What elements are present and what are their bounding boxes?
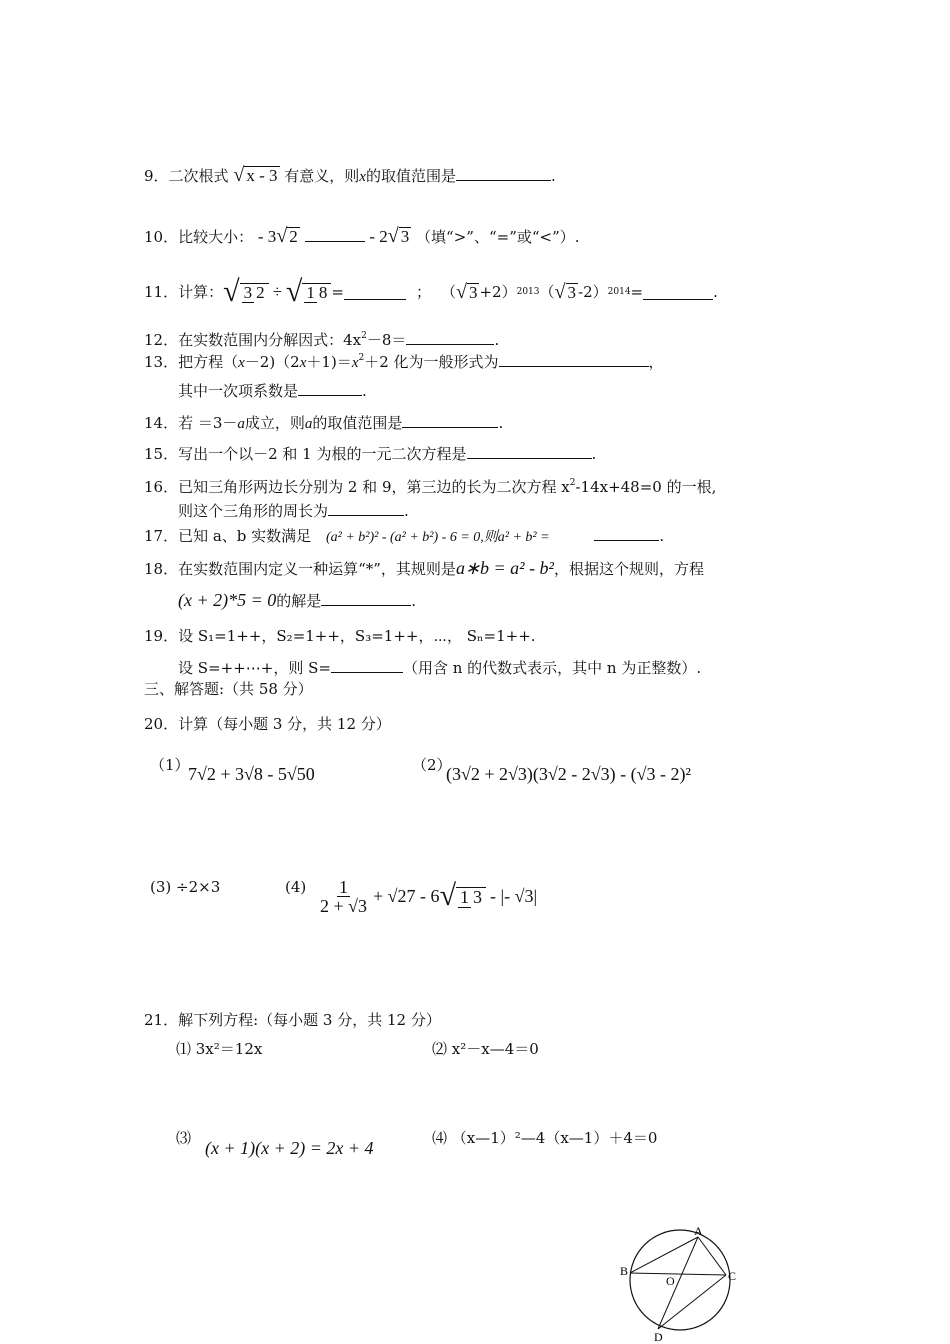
- answer-blank: [467, 444, 592, 459]
- answer-blank: [298, 381, 362, 396]
- question-11: 11． 计算： √ 3 2 ÷ √ 1 8 = ； （ √ 3 +2） 2013 （ √ 3 -2） 2014 = .: [144, 275, 718, 308]
- circle: [630, 1230, 730, 1330]
- equation: (x + 2)*5 = 0: [178, 590, 277, 610]
- answer-blank: [305, 227, 365, 242]
- question-16: 16．已知三角形两边长分别为 2 和 9，第三边的长为二次方程 $x^2-14x+48=0$ 的一根,: [144, 478, 717, 496]
- diameter-bc: [630, 1273, 726, 1275]
- question-12: 12．在实数范围内分解因式：$4x^2-8=$ .: [144, 331, 500, 349]
- answer-blank: [499, 352, 649, 367]
- answer-blank: [456, 166, 551, 181]
- chord-ba: [630, 1237, 698, 1273]
- q21-part4: ⑷ （x—1）²—4（x—1）＋4＝0: [432, 1129, 658, 1147]
- q21-part2: ⑵ x²－x—4＝0: [432, 1040, 539, 1058]
- circle-figure: [618, 1225, 748, 1343]
- question-14: 14．若 ＝3－a成立，则a的取值范围是 .: [144, 414, 504, 432]
- equation: (a² + b²)² - (a² + b²) - 6 = 0,则a² + b² =: [325, 530, 550, 545]
- answer-blank: [594, 526, 659, 541]
- q20-part1-expr: 7√2 + 3√8 - 5√50: [188, 764, 315, 784]
- question-13-line2: 其中一次项系数是 .: [178, 382, 367, 400]
- q21-part3-expr: (x + 1)(x + 2) = 2x + 4: [205, 1138, 374, 1158]
- chord-ad: [658, 1237, 698, 1329]
- answer-blank: [328, 501, 404, 516]
- q21-part3: ⑶: [176, 1129, 192, 1147]
- q20-part4-expr: $\frac{1}{2 + √3}$ + √27 - 6 √ 1 3 - |- √3|: [320, 876, 538, 916]
- label-a: A: [694, 1225, 703, 1238]
- q20-part3: (3) ÷2×3: [150, 878, 221, 896]
- question-20-title: 20．计算（每小题 3 分，共 12 分）: [144, 715, 391, 733]
- question-18-line2: (x + 2)*5 = 0的解是 .: [178, 590, 417, 610]
- answer-blank: [344, 285, 406, 300]
- question-16-line2: 则这个三角形的周长为 .: [178, 502, 409, 520]
- answer-blank: [406, 330, 494, 345]
- question-9: 9．二次根式 √ x - 3 有意义，则x的取值范围是 .: [144, 164, 556, 186]
- label-b: B: [620, 1264, 629, 1278]
- q20-part1: （1）: [150, 756, 190, 774]
- rule-formula: a∗b = a² - b²: [455, 558, 554, 578]
- label-o: O: [666, 1274, 675, 1288]
- question-19-line2: 设 S=++⋯+，则 S= （用含 n 的代数式表示，其中 n 为正整数）.: [178, 659, 702, 677]
- q21-part1: ⑴ 3x²＝12x: [176, 1040, 263, 1058]
- label-d: D: [654, 1330, 663, 1343]
- q20-part2-expr: (3√2 + 2√3)(3√2 - 2√3) - (√3 - 2)²: [446, 764, 691, 784]
- chord-ac: [698, 1237, 726, 1275]
- answer-blank: [402, 413, 498, 428]
- q20-part2: （2）: [412, 756, 452, 774]
- answer-blank: [321, 591, 411, 606]
- question-17: 17．已知 a、b 实数满足 (a² + b²)² - (a² + b²) - 6 = 0,则a² + b² = .: [144, 527, 665, 545]
- question-13: 13．把方程$(x-2)(2x+1)=x^2+2$ 化为一般形式为 ，: [144, 353, 664, 371]
- label-c: C: [728, 1269, 737, 1283]
- radical-expr: x - 3: [246, 166, 278, 185]
- question-10: 10．比较大小： - 3√ 2 - 2√ 3 （填“>”、“=”或“<”）.: [144, 225, 580, 247]
- question-21-title: 21．解下列方程:（每小题 3 分，共 12 分）: [144, 1011, 441, 1029]
- answer-blank: [331, 658, 403, 673]
- section-heading: 三、解答题:（共 58 分）: [144, 680, 313, 698]
- q20-part4: (4): [285, 878, 307, 896]
- question-18: 18．在实数范围内定义一种运算“*”，其规则是a∗b = a² - b²，根据这个规则，方程: [144, 558, 704, 578]
- question-15: 15．写出一个以－2 和 1 为根的一元二次方程是 .: [144, 445, 597, 463]
- answer-blank: [643, 285, 713, 300]
- question-19: 19．设 S₁=1++，S₂=1++，S₃=1++，⋯， Sₙ=1++.: [144, 627, 536, 645]
